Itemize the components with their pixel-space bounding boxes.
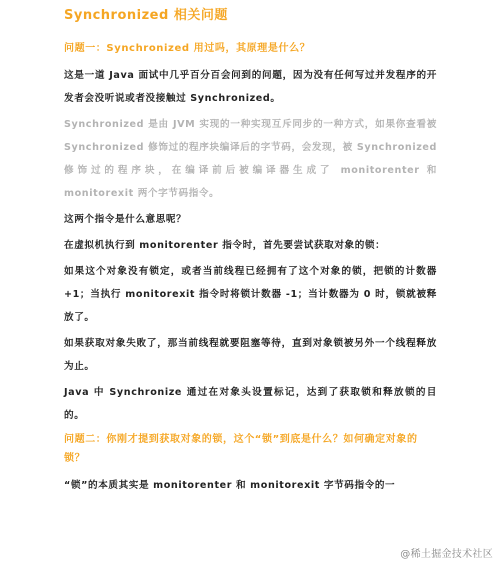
- question-one-heading: 问题一：Synchronized 用过吗，其原理是什么？: [64, 42, 311, 54]
- question-two-heading: 问题二：你刚才提到获取对象的锁，这个“锁”到底是什么？如何确定对象的锁？: [64, 434, 418, 465]
- paragraph-object-header: Java 中 Synchronize 通过在对象头设置标记，达到了获取锁和释放锁的目的。: [64, 387, 437, 422]
- paragraph-jvm-explanation: Synchronized 是由 JVM 实现的一种实现互斥同步的一种方式，如果你查看被 Synchronized 修饰过的程序块编译后的字节码，会发现，被 Synchronized 修饰过的程序块，在编译前后被编译器生成了 monitorenter 和 monitorexit 两个字节码指令。: [64, 118, 437, 199]
- watermark-text: @稀土掘金技术社区: [400, 549, 493, 560]
- paragraph-lock-counter: 如果这个对象没有锁定，或者当前线程已经拥有了这个对象的锁，把锁的计数器 +1；当执行 monitorexit 指令时将锁计数器 -1；当计数器为 0 时，锁就被释放了。: [64, 266, 437, 324]
- document-title: Synchronized 相关问题: [64, 8, 228, 23]
- paragraph-lock-essence: “锁”的本质其实是 monitorenter 和 monitorexit 字节码指令的一: [64, 480, 396, 492]
- paragraph-monitorenter: 在虚拟机执行到 monitorenter 指令时，首先要尝试获取对象的锁：: [64, 240, 386, 251]
- paragraph-question-meaning: 这两个指令是什么意思呢？: [64, 213, 187, 225]
- paragraph-intro: 这是一道 Java 面试中几乎百分百会问到的问题，因为没有任何写过并发程序的开发者会没听说或者没接触过 Synchronized。: [64, 69, 437, 104]
- paragraph-blocking: 如果获取对象失败了，那当前线程就要阻塞等待，直到对象锁被另外一个线程释放为止。: [64, 338, 437, 373]
